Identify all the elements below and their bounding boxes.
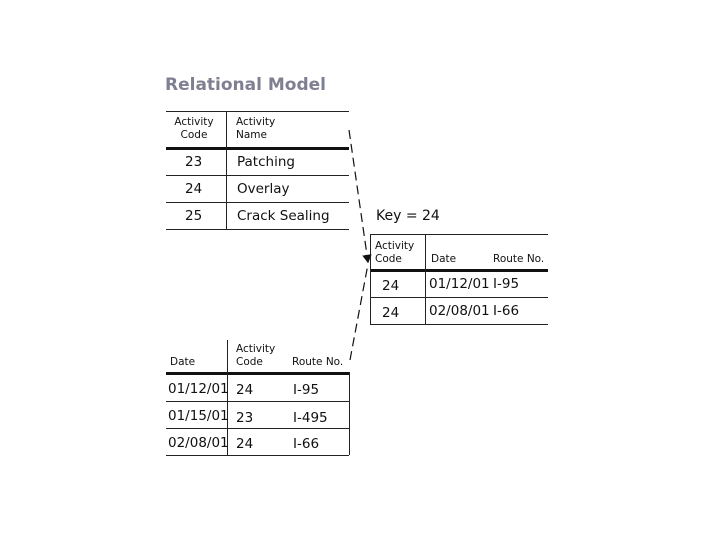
header-line: Code xyxy=(236,356,263,368)
header-line: Activity xyxy=(174,116,214,128)
table-cell: 01/12/01 xyxy=(168,381,229,397)
table-cell: 25 xyxy=(185,208,203,224)
arrow-from-work-table xyxy=(350,264,368,360)
table-cell: 01/12/01 xyxy=(429,276,490,292)
table-cell: Crack Sealing xyxy=(237,208,330,224)
header-line: Name xyxy=(236,129,267,141)
table-cell: I-95 xyxy=(293,382,320,398)
table-cell: I-95 xyxy=(493,276,520,292)
header-line: Code xyxy=(180,129,208,141)
column-header-route-no: Route No. xyxy=(292,356,344,368)
table-cell: Overlay xyxy=(237,181,290,197)
table-cell: 23 xyxy=(185,154,203,170)
diagram-title: Relational Model xyxy=(165,75,326,95)
header-line: Activity xyxy=(236,343,276,355)
table-cell: 24 xyxy=(236,436,254,452)
table-cell: 01/15/01 xyxy=(168,408,229,424)
header-line: Activity xyxy=(236,116,276,128)
arrow-from-activity-table xyxy=(349,130,368,262)
table-cell: 02/08/01 xyxy=(168,435,229,451)
header-line: Code xyxy=(375,253,402,265)
table-cell: I-495 xyxy=(293,410,328,426)
column-header-route-no: Route No. xyxy=(493,253,545,265)
table-cell: Patching xyxy=(237,154,295,170)
table-cell: 24 xyxy=(236,382,254,398)
column-header-date: Date xyxy=(170,356,196,368)
table-cell: 24 xyxy=(382,278,400,294)
table-cell: 24 xyxy=(185,181,203,197)
table-cell: 02/08/01 xyxy=(429,303,490,319)
table-cell: I-66 xyxy=(293,436,320,452)
table-cell: 24 xyxy=(382,305,400,321)
header-line: Activity xyxy=(375,240,415,252)
table-cell: I-66 xyxy=(493,303,520,319)
table-cell: 23 xyxy=(236,410,254,426)
key-label: Key = 24 xyxy=(376,208,440,224)
column-header-date: Date xyxy=(431,253,457,265)
